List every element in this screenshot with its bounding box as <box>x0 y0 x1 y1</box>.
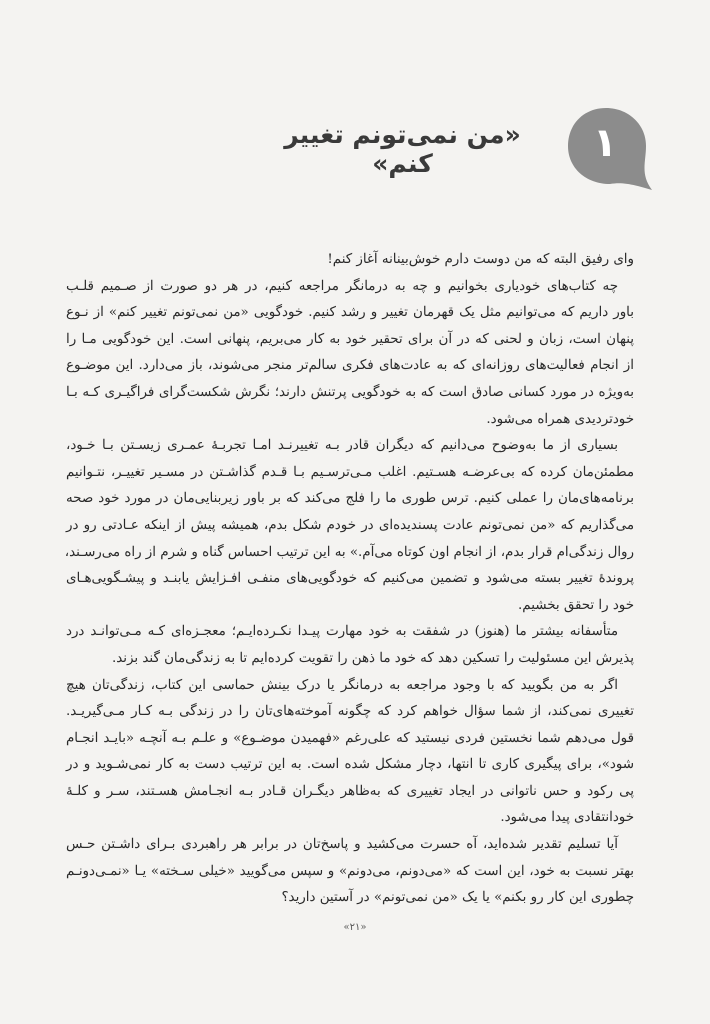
paragraph-line: به‌ویژه در مورد کسانی صادق است که به خودگویی پرتنش دارند؛ نگرش شکست‌گرای فراگیـری کـه بـا <box>66 384 634 400</box>
paragraph-line: بسیاری از ما به‌وضوح می‌دانیم که دیگران قادر بـه تغییرنـد امـا تجربـهٔ عمـری زیسـتن بـا خـود، <box>66 438 618 454</box>
paragraph-line: تغییری نمی‌کند، از شما سؤال خواهم کرد که چگونه آموخته‌های‌تان را در زندگی بـه کـار مـی‌گیریـد. <box>66 704 634 720</box>
paragraph-line: شود»، برای پیگیری کاری تا انتها، دچار مشکل شده است. به این ترتیب دست به کار نمی‌شـوید و در <box>66 757 634 773</box>
body-text <box>66 247 634 912</box>
paragraph-line: خود را تحقق بخشیم. <box>518 597 634 613</box>
chapter-badge <box>566 104 662 200</box>
page-number: «۲۱» <box>343 922 367 933</box>
paragraph-line: باور داریم که می‌توانیم مثل یک قهرمان تغییر و رشد کنیم. خودگویی «من نمی‌تونم تغییر کنم» از نـوع <box>66 305 634 321</box>
paragraph-line: قول می‌دهم شما نخستین فردی نیستید که علی‌رغم «فهمیدن موضـوع» و علـم بـه آنچـه «بایـد انجـام <box>66 730 634 746</box>
paragraph-line: پروندهٔ تغییر بسته می‌شود و تضمین می‌کنیم که خودگویی‌های منفـی افـزایش یابنـد و پیشـگویی‌هـای <box>66 571 634 587</box>
paragraph-line: بهتر نسبت به خود، این است که «می‌دونم، می‌دونم» و سپس می‌گویید «خیلی سـخته» یـا «نمـی‌دونـم <box>66 863 634 879</box>
paragraph-line: مطمئن‌مان کرده که بی‌عرضـه هسـتیم. اغلب مـی‌ترسـیم بـا قـدم گذاشـتن در مسـیر تغییـر، نتـوانیم <box>66 464 634 480</box>
paragraph-line: آیا تسلیم تقدیر شده‌اید، آه حسرت می‌کشید و پاسخ‌تان در برابر هر راهبردی بـرای داشـتن حـس <box>66 837 618 853</box>
paragraph-line: پنهان است، زبان و لحنی که در آن برای تحقیر خود به کار می‌بریم، پنهانی است. این خودگویی مـا را <box>66 331 634 347</box>
paragraph-line: می‌گذاریم که «من نمی‌تونم عادت پسندیده‌ای در خودم شکل بدم، همیشه پیش از اینکه عـادتی رو در <box>66 517 634 533</box>
paragraph-line: خودتردیدی همراه می‌شود. <box>486 411 634 427</box>
paragraph-line: از انجام فعالیت‌های روزانه‌ای که به عادت‌های فکری سالم‌تر منجر می‌شوند، باز می‌دارد. این موضـوع <box>66 358 634 374</box>
paragraph-line: برنامه‌های‌مان را عملی کنیم. ترس طوری ما را فلج می‌کند که بر باور زیربنایی‌مان در مورد خود صحه <box>66 491 634 507</box>
paragraph-line: چطوری این کار رو بکنم» یا یک «من نمی‌تونم» در آستین دارید؟ <box>281 890 634 906</box>
paragraph-line: چه کتاب‌های خودیاری بخوانیم و چه به درمانگر مراجعه کنیم، در هر دو صورت از صـمیم قلـب <box>66 278 618 294</box>
paragraph-line: خودانتقادی پیدا می‌شود. <box>500 810 634 826</box>
paragraph-line: روال زندگی‌ام قرار بدم، از انجام اون کوتاه می‌آم.» به این ترتیب احساس گناه و شرم از راه می‌رسـند، <box>64 544 634 560</box>
chapter-number: ۱ <box>592 120 618 166</box>
chapter-title: «من نمی‌تونم تغییر کنم» <box>284 120 521 178</box>
paragraph-line: وای رفیق البته که من دوست دارم خوش‌بینانه آغاز کنم! <box>327 252 634 267</box>
paragraph-line: متأسفانه بیشتر ما (هنوز) در شفقت به خود مهارت پیـدا نکـرده‌ایـم؛ معجـزه‌ای کـه مـی‌توانـد درد <box>66 624 618 640</box>
paragraph-line: پی رکود و حس ناتوانی در ایجاد تغییری که به‌ظاهر دیگـران قـادر بـه انجـامش هسـتند، سـر و کلـهٔ <box>66 783 634 799</box>
paragraph-line: اگر به من بگویید که با وجود مراجعه به درمانگر یا درک بینش حماسی این کتاب، زندگی‌تان هیچ <box>66 677 618 693</box>
paragraph-line: پذیرش این مسئولیت را تسکین دهد که خود ما ذهن را تقویت کرده‌ایم تا به زندگی‌مان گند بزند. <box>112 650 634 666</box>
